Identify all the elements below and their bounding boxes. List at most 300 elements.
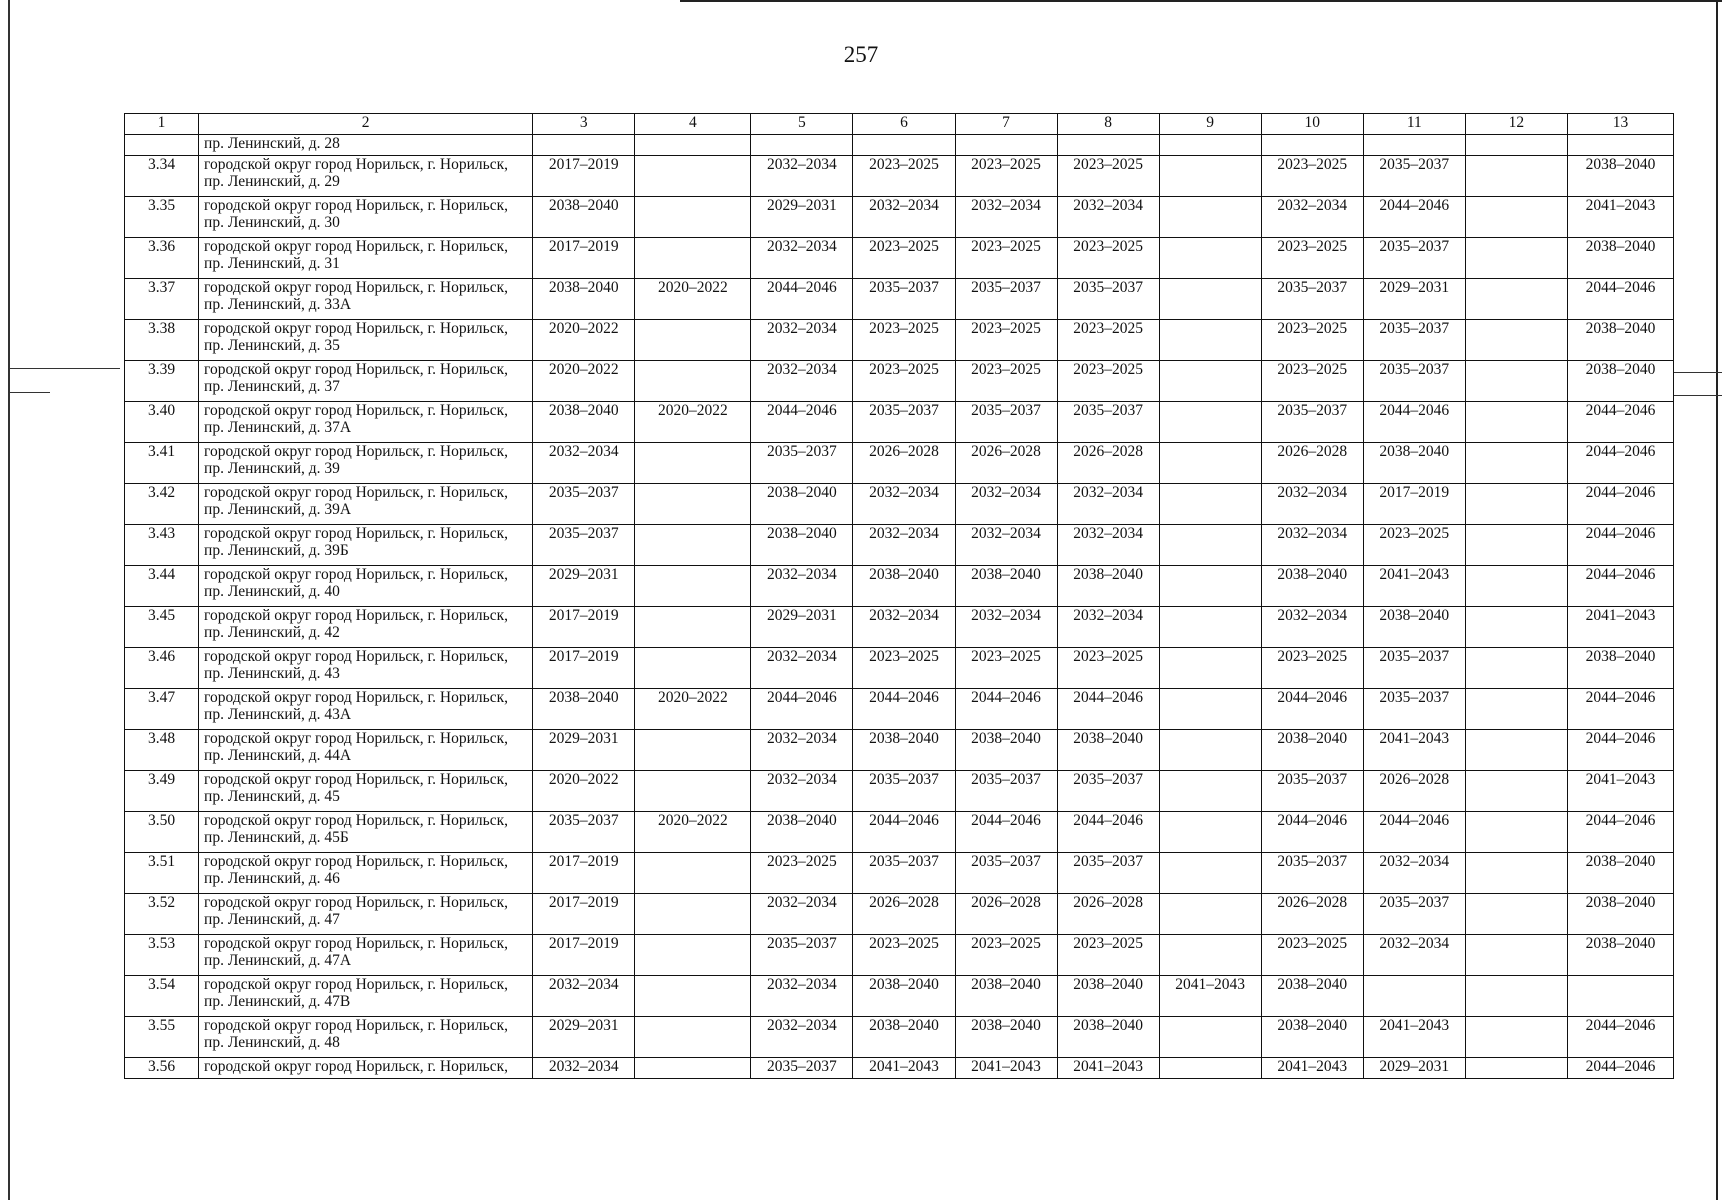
table-row <box>125 1058 1674 1079</box>
cell-c3: 2029–2031 <box>533 566 635 607</box>
cell-c8: 2023–2025 <box>1057 361 1159 402</box>
cell-c6: 2035–2037 <box>853 279 955 320</box>
cell-c11: 2044–2046 <box>1363 402 1465 443</box>
cell-c7: 2038–2040 <box>955 566 1057 607</box>
cell-c5: 2023–2025 <box>751 853 853 894</box>
table-row-continuation <box>125 135 1674 156</box>
cell-c3: 2032–2034 <box>533 1058 635 1079</box>
cell-c11: 2035–2037 <box>1363 689 1465 730</box>
cell-c9 <box>1159 238 1261 279</box>
cell-num: 3.52 <box>125 894 199 935</box>
cell-num: 3.43 <box>125 525 199 566</box>
cell-c6: 2032–2034 <box>853 525 955 566</box>
cell-address: городской округ город Норильск, г. Норильск, пр. Ленинский, д. 40 <box>199 566 533 607</box>
cell-c12 <box>1465 402 1567 443</box>
cell-c3: 2017–2019 <box>533 156 635 197</box>
cell-address: городской округ город Норильск, г. Норильск, пр. Ленинский, д. 44А <box>199 730 533 771</box>
cell-c5: 2032–2034 <box>751 894 853 935</box>
cell-c11: 2032–2034 <box>1363 935 1465 976</box>
cell <box>1159 135 1261 156</box>
cell-c9 <box>1159 443 1261 484</box>
cell-c11: 2032–2034 <box>1363 853 1465 894</box>
cell-num: 3.51 <box>125 853 199 894</box>
cell-c3: 2029–2031 <box>533 730 635 771</box>
cell-address: городской округ город Норильск, г. Норильск, пр. Ленинский, д. 45Б <box>199 812 533 853</box>
cell-address: городской округ город Норильск, г. Норильск, пр. Ленинский, д. 37 <box>199 361 533 402</box>
cell-c7: 2035–2037 <box>955 402 1057 443</box>
column-header-2: 2 <box>199 114 533 135</box>
cell-address: городской округ город Норильск, г. Норильск, пр. Ленинский, д. 45 <box>199 771 533 812</box>
table-row <box>125 320 1674 361</box>
cell-c6: 2041–2043 <box>853 1058 955 1079</box>
cell-c4 <box>635 730 751 771</box>
cell-c8: 2026–2028 <box>1057 443 1159 484</box>
cell-c3: 2038–2040 <box>533 279 635 320</box>
cell-c5: 2044–2046 <box>751 689 853 730</box>
cell-c8: 2044–2046 <box>1057 689 1159 730</box>
cell-c7: 2038–2040 <box>955 730 1057 771</box>
cell <box>1057 135 1159 156</box>
cell-c8: 2032–2034 <box>1057 607 1159 648</box>
cell-c7: 2032–2034 <box>955 197 1057 238</box>
cell-address: городской округ город Норильск, г. Норильск, пр. Ленинский, д. 46 <box>199 853 533 894</box>
cell-c9: 2041–2043 <box>1159 976 1261 1017</box>
cell-address: городской округ город Норильск, г. Норильск, пр. Ленинский, д. 39 <box>199 443 533 484</box>
column-header-5: 5 <box>751 114 853 135</box>
cell-num <box>125 135 199 156</box>
table-row <box>125 279 1674 320</box>
cell-c4 <box>635 894 751 935</box>
cell-num: 3.55 <box>125 1017 199 1058</box>
cell-c7: 2026–2028 <box>955 443 1057 484</box>
cell-c6: 2023–2025 <box>853 648 955 689</box>
cell-c13: 2044–2046 <box>1567 484 1673 525</box>
cell-c3: 2038–2040 <box>533 689 635 730</box>
cell-c3: 2017–2019 <box>533 853 635 894</box>
column-header-6: 6 <box>853 114 955 135</box>
scan-mark <box>10 392 50 393</box>
cell-c6: 2026–2028 <box>853 894 955 935</box>
cell-c8: 2038–2040 <box>1057 730 1159 771</box>
cell-c4 <box>635 1058 751 1079</box>
cell-c4 <box>635 361 751 402</box>
cell <box>1261 135 1363 156</box>
cell-c8: 2032–2034 <box>1057 197 1159 238</box>
table-row <box>125 443 1674 484</box>
cell-c7: 2023–2025 <box>955 648 1057 689</box>
cell-c10: 2038–2040 <box>1261 976 1363 1017</box>
cell-c7: 2023–2025 <box>955 935 1057 976</box>
cell-c6: 2035–2037 <box>853 853 955 894</box>
cell-c11: 2035–2037 <box>1363 156 1465 197</box>
cell-c4 <box>635 484 751 525</box>
cell-c12 <box>1465 566 1567 607</box>
cell-c11: 2041–2043 <box>1363 730 1465 771</box>
cell-c6: 2023–2025 <box>853 238 955 279</box>
cell-c4: 2020–2022 <box>635 812 751 853</box>
cell-num: 3.47 <box>125 689 199 730</box>
cell-c10: 2035–2037 <box>1261 279 1363 320</box>
cell-c12 <box>1465 279 1567 320</box>
table-row <box>125 1017 1674 1058</box>
cell-num: 3.42 <box>125 484 199 525</box>
scan-edge-left <box>8 0 10 1200</box>
cell-c11: 2029–2031 <box>1363 1058 1465 1079</box>
cell-address: городской округ город Норильск, г. Норильск, пр. Ленинский, д. 48 <box>199 1017 533 1058</box>
cell-c8: 2038–2040 <box>1057 566 1159 607</box>
cell-c4 <box>635 525 751 566</box>
table-row <box>125 771 1674 812</box>
cell-c3: 2020–2022 <box>533 771 635 812</box>
cell-c8: 2035–2037 <box>1057 279 1159 320</box>
cell-c10: 2032–2034 <box>1261 484 1363 525</box>
cell-c13: 2044–2046 <box>1567 1058 1673 1079</box>
cell-c4 <box>635 197 751 238</box>
cell-c8: 2023–2025 <box>1057 935 1159 976</box>
cell-address: городской округ город Норильск, г. Норильск, пр. Ленинский, д. 31 <box>199 238 533 279</box>
cell-num: 3.50 <box>125 812 199 853</box>
cell-c7: 2044–2046 <box>955 812 1057 853</box>
cell-c12 <box>1465 443 1567 484</box>
cell-address: городской округ город Норильск, г. Норильск, пр. Ленинский, д. 35 <box>199 320 533 361</box>
cell-c6: 2044–2046 <box>853 689 955 730</box>
cell-address: городской округ город Норильск, г. Норильск, пр. Ленинский, д. 43А <box>199 689 533 730</box>
cell-c3: 2017–2019 <box>533 238 635 279</box>
table-row <box>125 361 1674 402</box>
cell-c13: 2038–2040 <box>1567 894 1673 935</box>
cell-c11 <box>1363 976 1465 1017</box>
cell-c9 <box>1159 402 1261 443</box>
cell-c13: 2041–2043 <box>1567 771 1673 812</box>
cell-c3: 2038–2040 <box>533 197 635 238</box>
cell-c4 <box>635 320 751 361</box>
cell-c12 <box>1465 607 1567 648</box>
cell-c5: 2029–2031 <box>751 197 853 238</box>
cell <box>751 135 853 156</box>
cell-c12 <box>1465 1058 1567 1079</box>
table-row <box>125 648 1674 689</box>
table-row <box>125 525 1674 566</box>
cell <box>635 135 751 156</box>
table-row <box>125 689 1674 730</box>
cell-c6: 2035–2037 <box>853 402 955 443</box>
cell-c6: 2044–2046 <box>853 812 955 853</box>
cell-c10: 2023–2025 <box>1261 935 1363 976</box>
cell-c11: 2044–2046 <box>1363 197 1465 238</box>
cell <box>1567 135 1673 156</box>
cell-c4 <box>635 976 751 1017</box>
cell-c11: 2038–2040 <box>1363 607 1465 648</box>
cell-c9 <box>1159 730 1261 771</box>
cell-c3: 2038–2040 <box>533 402 635 443</box>
cell-c5: 2032–2034 <box>751 238 853 279</box>
cell-c10: 2026–2028 <box>1261 894 1363 935</box>
cell-c5: 2038–2040 <box>751 812 853 853</box>
cell-c9 <box>1159 361 1261 402</box>
cell <box>1363 135 1465 156</box>
cell-c8: 2023–2025 <box>1057 156 1159 197</box>
cell-c6: 2023–2025 <box>853 320 955 361</box>
cell-c3: 2017–2019 <box>533 648 635 689</box>
cell-c5: 2038–2040 <box>751 484 853 525</box>
cell-num: 3.37 <box>125 279 199 320</box>
column-header-9: 9 <box>1159 114 1261 135</box>
cell <box>955 135 1057 156</box>
table-row <box>125 566 1674 607</box>
cell-c13 <box>1567 976 1673 1017</box>
cell-c11: 2041–2043 <box>1363 566 1465 607</box>
cell-c10: 2023–2025 <box>1261 156 1363 197</box>
table-row <box>125 402 1674 443</box>
cell-c9 <box>1159 771 1261 812</box>
cell-c9 <box>1159 156 1261 197</box>
table-row <box>125 894 1674 935</box>
cell-c9 <box>1159 320 1261 361</box>
cell-num: 3.46 <box>125 648 199 689</box>
cell-c12 <box>1465 730 1567 771</box>
table-row <box>125 812 1674 853</box>
cell-address: городской округ город Норильск, г. Норильск, пр. Ленинский, д. 42 <box>199 607 533 648</box>
cell-c7: 2032–2034 <box>955 607 1057 648</box>
cell-c10: 2023–2025 <box>1261 361 1363 402</box>
cell-num: 3.54 <box>125 976 199 1017</box>
cell-c10: 2023–2025 <box>1261 320 1363 361</box>
cell-c9 <box>1159 525 1261 566</box>
cell-num: 3.44 <box>125 566 199 607</box>
cell-c10: 2032–2034 <box>1261 607 1363 648</box>
cell-c13: 2038–2040 <box>1567 648 1673 689</box>
cell-c10: 2032–2034 <box>1261 525 1363 566</box>
cell-c3: 2035–2037 <box>533 484 635 525</box>
column-header-13: 13 <box>1567 114 1673 135</box>
page-number: 257 <box>843 42 879 67</box>
table-row <box>125 156 1674 197</box>
cell-c11: 2035–2037 <box>1363 361 1465 402</box>
column-header-7: 7 <box>955 114 1057 135</box>
scan-mark <box>1674 395 1722 396</box>
cell-c5: 2032–2034 <box>751 976 853 1017</box>
cell-address: городской округ город Норильск, г. Норильск, пр. Ленинский, д. 29 <box>199 156 533 197</box>
cell-c4 <box>635 771 751 812</box>
cell-c3: 2017–2019 <box>533 607 635 648</box>
cell-c5: 2044–2046 <box>751 279 853 320</box>
cell-c12 <box>1465 771 1567 812</box>
cell-c7: 2044–2046 <box>955 689 1057 730</box>
cell-c11: 2041–2043 <box>1363 1017 1465 1058</box>
column-header-12: 12 <box>1465 114 1567 135</box>
column-header-3: 3 <box>533 114 635 135</box>
cell-address: городской округ город Норильск, г. Норильск, <box>199 1058 533 1079</box>
cell-c9 <box>1159 279 1261 320</box>
cell-c3: 2017–2019 <box>533 935 635 976</box>
cell-c5: 2044–2046 <box>751 402 853 443</box>
cell-address: городской округ город Норильск, г. Норильск, пр. Ленинский, д. 30 <box>199 197 533 238</box>
cell-c12 <box>1465 320 1567 361</box>
table-row <box>125 976 1674 1017</box>
cell-c4: 2020–2022 <box>635 279 751 320</box>
cell-c12 <box>1465 976 1567 1017</box>
cell-c8: 2032–2034 <box>1057 525 1159 566</box>
scan-edge-right <box>1716 0 1718 1200</box>
cell-c11: 2035–2037 <box>1363 320 1465 361</box>
cell-c7: 2023–2025 <box>955 361 1057 402</box>
cell-num: 3.39 <box>125 361 199 402</box>
cell-c5: 2029–2031 <box>751 607 853 648</box>
cell-c9 <box>1159 689 1261 730</box>
cell-c11: 2017–2019 <box>1363 484 1465 525</box>
cell-c4 <box>635 156 751 197</box>
cell-c10: 2038–2040 <box>1261 566 1363 607</box>
cell-c10: 2023–2025 <box>1261 648 1363 689</box>
cell-c9 <box>1159 1017 1261 1058</box>
cell-c10: 2035–2037 <box>1261 853 1363 894</box>
cell-c12 <box>1465 525 1567 566</box>
cell-c9 <box>1159 935 1261 976</box>
column-header-4: 4 <box>635 114 751 135</box>
cell-c11: 2023–2025 <box>1363 525 1465 566</box>
cell-c3: 2029–2031 <box>533 1017 635 1058</box>
cell-c13: 2044–2046 <box>1567 279 1673 320</box>
cell-c5: 2032–2034 <box>751 156 853 197</box>
cell-c8: 2038–2040 <box>1057 976 1159 1017</box>
cell-c5: 2032–2034 <box>751 361 853 402</box>
schedule-table <box>124 113 1674 1079</box>
cell-c5: 2035–2037 <box>751 443 853 484</box>
cell-c10: 2032–2034 <box>1261 197 1363 238</box>
cell-c7: 2041–2043 <box>955 1058 1057 1079</box>
cell-address: городской округ город Норильск, г. Норильск, пр. Ленинский, д. 39А <box>199 484 533 525</box>
cell-c13: 2044–2046 <box>1567 730 1673 771</box>
cell-c3: 2035–2037 <box>533 812 635 853</box>
cell-c9 <box>1159 648 1261 689</box>
cell-c5: 2032–2034 <box>751 566 853 607</box>
cell-c6: 2038–2040 <box>853 976 955 1017</box>
cell-c8: 2038–2040 <box>1057 1017 1159 1058</box>
cell-c8: 2023–2025 <box>1057 238 1159 279</box>
cell-address: городской округ город Норильск, г. Норильск, пр. Ленинский, д. 47В <box>199 976 533 1017</box>
table-row <box>125 238 1674 279</box>
cell-c5: 2035–2037 <box>751 1058 853 1079</box>
cell-c10: 2023–2025 <box>1261 238 1363 279</box>
cell-c13: 2041–2043 <box>1567 607 1673 648</box>
cell-c4: 2020–2022 <box>635 402 751 443</box>
cell-c4 <box>635 853 751 894</box>
cell-c6: 2023–2025 <box>853 935 955 976</box>
cell-c12 <box>1465 484 1567 525</box>
cell-c9 <box>1159 853 1261 894</box>
table-row <box>125 484 1674 525</box>
cell <box>853 135 955 156</box>
cell-c13: 2044–2046 <box>1567 1017 1673 1058</box>
header-row <box>125 114 1674 135</box>
column-header-8: 8 <box>1057 114 1159 135</box>
cell-c13: 2044–2046 <box>1567 566 1673 607</box>
cell-c7: 2023–2025 <box>955 320 1057 361</box>
table-row <box>125 935 1674 976</box>
cell-c9 <box>1159 566 1261 607</box>
cell-c12 <box>1465 894 1567 935</box>
cell-c11: 2035–2037 <box>1363 894 1465 935</box>
cell-c12 <box>1465 361 1567 402</box>
cell-c7: 2038–2040 <box>955 1017 1057 1058</box>
cell-c3: 2035–2037 <box>533 525 635 566</box>
cell-c7: 2032–2034 <box>955 525 1057 566</box>
cell-address: пр. Ленинский, д. 28 <box>199 135 533 156</box>
column-header-11: 11 <box>1363 114 1465 135</box>
cell-c8: 2023–2025 <box>1057 320 1159 361</box>
cell-c12 <box>1465 812 1567 853</box>
cell-c12 <box>1465 648 1567 689</box>
cell-c13: 2041–2043 <box>1567 197 1673 238</box>
cell-c10: 2035–2037 <box>1261 771 1363 812</box>
cell-c4 <box>635 238 751 279</box>
cell-c6: 2026–2028 <box>853 443 955 484</box>
column-header-10: 10 <box>1261 114 1363 135</box>
cell-c13: 2038–2040 <box>1567 156 1673 197</box>
cell-c10: 2038–2040 <box>1261 1017 1363 1058</box>
cell-c8: 2044–2046 <box>1057 812 1159 853</box>
cell-c8: 2032–2034 <box>1057 484 1159 525</box>
cell-c12 <box>1465 935 1567 976</box>
scan-mark <box>1674 372 1722 373</box>
cell-c3: 2020–2022 <box>533 361 635 402</box>
cell-c13: 2044–2046 <box>1567 812 1673 853</box>
cell-c4 <box>635 566 751 607</box>
cell-c13: 2038–2040 <box>1567 853 1673 894</box>
cell-c8: 2041–2043 <box>1057 1058 1159 1079</box>
cell-c5: 2032–2034 <box>751 730 853 771</box>
cell-address: городской округ город Норильск, г. Норильск, пр. Ленинский, д. 47А <box>199 935 533 976</box>
cell-num: 3.38 <box>125 320 199 361</box>
cell-c12 <box>1465 689 1567 730</box>
cell-c11: 2026–2028 <box>1363 771 1465 812</box>
cell-c13: 2038–2040 <box>1567 238 1673 279</box>
cell-c12 <box>1465 853 1567 894</box>
cell-c13: 2038–2040 <box>1567 320 1673 361</box>
cell-c10: 2035–2037 <box>1261 402 1363 443</box>
cell-c3: 2020–2022 <box>533 320 635 361</box>
cell-c5: 2032–2034 <box>751 648 853 689</box>
cell-c7: 2032–2034 <box>955 484 1057 525</box>
cell-c4 <box>635 607 751 648</box>
cell-num: 3.36 <box>125 238 199 279</box>
cell-c12 <box>1465 197 1567 238</box>
cell-address: городской округ город Норильск, г. Норильск, пр. Ленинский, д. 33А <box>199 279 533 320</box>
scan-mark <box>10 368 120 369</box>
cell-c7: 2038–2040 <box>955 976 1057 1017</box>
cell-c9 <box>1159 484 1261 525</box>
table-row <box>125 197 1674 238</box>
cell-c8: 2035–2037 <box>1057 771 1159 812</box>
cell-c9 <box>1159 812 1261 853</box>
cell-c5: 2035–2037 <box>751 935 853 976</box>
cell-c4 <box>635 443 751 484</box>
cell-c7: 2023–2025 <box>955 156 1057 197</box>
cell-num: 3.40 <box>125 402 199 443</box>
cell-c12 <box>1465 1017 1567 1058</box>
cell-c6: 2032–2034 <box>853 197 955 238</box>
cell-c11: 2035–2037 <box>1363 238 1465 279</box>
cell-c6: 2038–2040 <box>853 1017 955 1058</box>
cell-c9 <box>1159 197 1261 238</box>
cell-c13: 2044–2046 <box>1567 402 1673 443</box>
column-header-1: 1 <box>125 114 199 135</box>
cell-c11: 2044–2046 <box>1363 812 1465 853</box>
cell <box>1465 135 1567 156</box>
cell-c13: 2044–2046 <box>1567 525 1673 566</box>
cell-num: 3.41 <box>125 443 199 484</box>
cell-c13: 2044–2046 <box>1567 689 1673 730</box>
